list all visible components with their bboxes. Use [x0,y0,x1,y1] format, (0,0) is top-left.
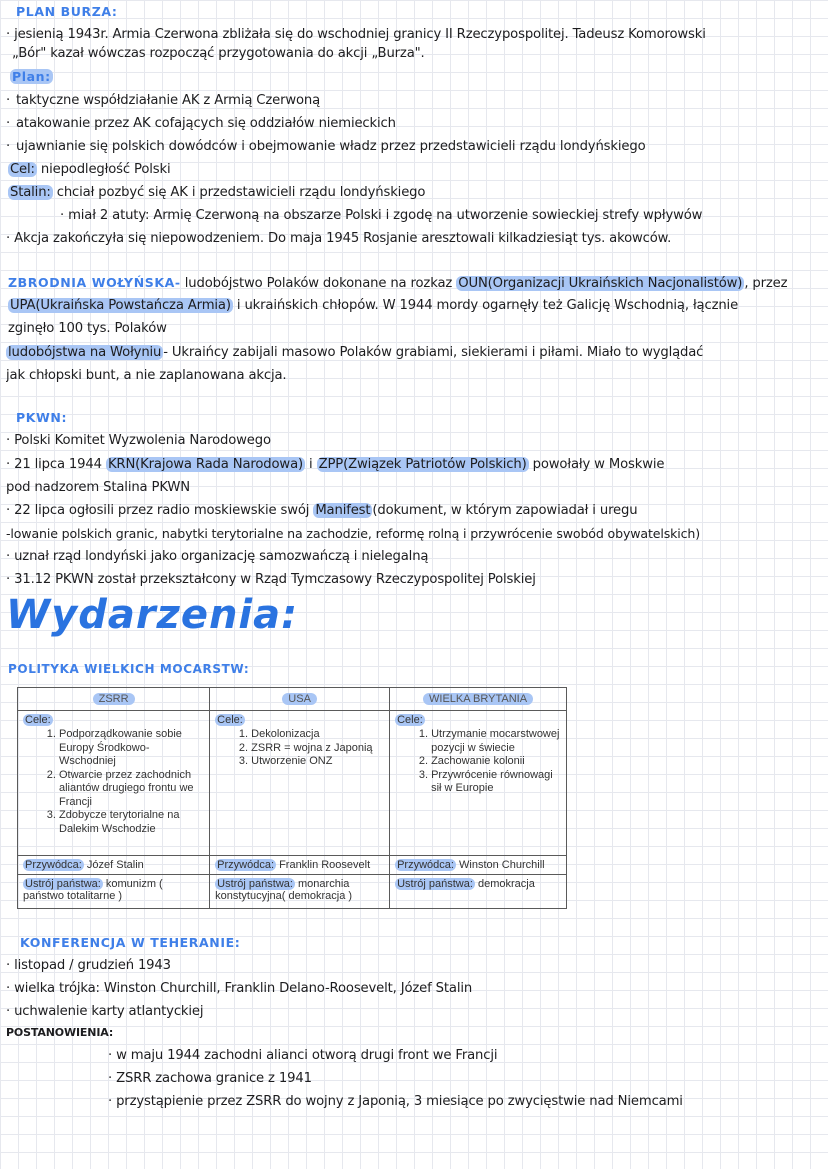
list-item: 2. Zachowanie kolonii [431,755,561,769]
ludobojstwo-row [6,343,824,362]
usa-system-cell: Ustrój państwa: monarchia konstytucyjna( demokracja ) [210,875,390,909]
list-item: 2. Otwarcie przez zachodnich aliantów drugiego frontu we Francji [59,769,204,810]
list-item: 3. Utworzenie ONZ [251,755,384,769]
teheran-item-2: · wielka trójka: Winston Churchill, Franklin Delano-Roosevelt, Józef Stalin [6,981,473,996]
cele-label: Cele: [217,714,243,726]
pkwn-powolaly: powołały w Moskwie [532,457,665,472]
pkwn-row-7: · 31.12 PKWN został przekształcony w Rząd Tymczasowy Rzeczypospolitej Polskiej [6,572,536,587]
plan-item-1: · taktyczne współdziałanie AK z Armią Czerwoną [6,93,321,108]
list-item: 1. Dekolonizacja [251,728,384,742]
cel-text: niepodległość Polski [40,162,171,177]
manifest-highlight: Manifest [315,503,371,518]
atuty-line: · miał 2 atuty: Armię Czerwoną na obszarze Polski i zgodę na utworzenie sowieckiej strefy wpływów [60,208,703,223]
pkwn-row-6: · uznał rząd londyński jako organizację samozwańczą i nielegalną [6,549,429,564]
table-leader-row [18,856,567,875]
zsrr-leader-cell: Przywódca: Józef Stalin [18,856,210,875]
wydarzenia-title: Wydarzenia: [6,592,299,638]
upa-highlight: UPA(Ukraińska Powstańcza Armia) [10,298,231,313]
plan-item-3: · ujawnianie się polskich dowódców i obejmowanie władz przez przedstawicieli rządu londyńskiego [6,139,646,154]
zbrodnia-row-2 [8,296,824,315]
krn-highlight: KRN(Krajowa Rada Narodowa) [107,457,303,472]
zbrodnia-text-3: i ukraińskich chłopów. W 1944 mordy ogarnęły też Galicję Wschodnią, łącznie [236,298,739,313]
teheran-item-1: · listopad / grudzień 1943 [6,958,171,973]
plan-label-row [10,67,824,87]
table-system-row [18,875,567,909]
plan-burza-heading: PLAN BURZA: [16,4,118,19]
cele-label: Cele: [25,714,51,726]
stalin-label: Stalin: [10,185,51,200]
plan-item-2: · atakowanie przez AK cofających się oddziałów niemieckich [6,116,396,131]
list-item: 3. Przywrócenie równowagi sił w Europie [431,769,561,796]
pkwn-and: i [309,457,313,472]
ludobojstwo-label: ludobójstwa na Wołyniu [8,345,162,360]
ludobojstwo-text: - Ukraińcy zabijali masowo Polaków grabiami, siekierami i piłami. Miało to wyglądać [163,345,704,360]
ludobojstwo-row-2: jak chłopski bunt, a nie zaplanowana akcja. [6,368,287,383]
pkwn-manifest-desc: (dokument, w którym zapowiadał i uregu [372,503,638,518]
postanowienie-2: · ZSRR zachowa granice z 1941 [108,1071,312,1086]
list-item: 3. Zdobycze terytorialne na Dalekim Wschodzie [59,809,204,836]
header-usa: USA [210,688,390,711]
table-header-row [18,688,567,711]
polityka-heading: POLITYKA WIELKICH MOCARSTW: [8,662,250,676]
plan-burza-intro-2: „Bór" kazał wówczas rozpocząć przygotowania do akcji „Burza". [12,46,425,61]
uk-goals-cell [390,711,567,856]
pkwn-row-5: -lowanie polskich granic, nabytki terytorialne na zachodzie, reformę rolną i przywrócenie swobód obywatelskich) [6,526,700,541]
usa-leader-cell: Przywódca: Franklin Roosevelt [210,856,390,875]
oun-highlight: OUN(Organizacji Ukraińskich Nacjonalistów) [458,276,743,291]
postanowienia-label: POSTANOWIENIA: [6,1026,114,1039]
zbrodnia-text-2: , przez [744,276,788,291]
stalin-text: chciał pozbyć się AK i przedstawicieli rządu londyńskiego [56,185,426,200]
plan-label: Plan: [12,69,51,84]
list-item: 1. Podporządkowanie sobie Europy Środkowo-Wschodniej [59,728,204,769]
cel-label: Cel: [10,162,35,177]
zbrodnia-heading: ZBRODNIA WOŁYŃSKA- [8,275,181,290]
plan-burza-intro-1: · jesienią 1943r. Armia Czerwona zbliżała się do wschodniej granicy II Rzeczypospolitej. Tadeusz Komorowski [6,27,706,42]
postanowienie-1: · w maju 1944 zachodni alianci otworą drugi front we Francji [108,1048,498,1063]
zpp-highlight: ZPP(Związek Patriotów Polskich) [318,457,527,472]
zbrodnia-row-1 [8,273,824,293]
list-item: 2. ZSRR = wojna z Japonią [251,742,384,756]
cele-label: Cele: [397,714,423,726]
pkwn-radio: · 22 lipca ogłosili przez radio moskiewskie swój [6,503,310,518]
table-goals-row [18,711,567,856]
teheran-item-3: · uchwalenie karty atlantyckiej [6,1004,204,1019]
uk-system-cell: Ustrój państwa: demokracja [390,875,567,909]
mocarstwa-table [17,687,567,909]
teheran-heading: KONFERENCJA W TEHERANIE: [20,935,241,950]
pkwn-date: · 21 lipca 1944 [6,457,102,472]
zbrodnia-text-1: ludobójstwo Polaków dokonane na rozkaz [184,276,453,291]
akcja-line: · Akcja zakończyła się niepowodzeniem. Do maja 1945 Rosjanie aresztowali kilkadziesiąt tys. akowców. [6,231,672,246]
usa-goals-cell [210,711,390,856]
header-uk: WIELKA BRYTANIA [390,688,567,711]
pkwn-full-name: · Polski Komitet Wyzwolenia Narodowego [6,433,271,448]
uk-leader-cell: Przywódca: Winston Churchill [390,856,567,875]
pkwn-row-2 [6,455,824,474]
pkwn-heading: PKWN: [16,410,68,425]
header-zsrr: ZSRR [18,688,210,711]
stalin-row [8,183,824,202]
postanowienie-3: · przystąpienie przez ZSRR do wojny z Japonią, 3 miesiące po zwycięstwie nad Niemcami [108,1094,683,1109]
pkwn-row-4 [6,501,824,520]
list-item: 1. Utrzymanie mocarstwowej pozycji w świecie [431,728,561,755]
zsrr-system-cell: Ustrój państwa: komunizm ( państwo totalitarne ) [18,875,210,909]
pkwn-row-3: pod nadzorem Stalina PKWN [6,480,190,495]
cel-row [8,160,824,179]
zsrr-goals-cell [18,711,210,856]
zbrodnia-row-3: zginęło 100 tys. Polaków [8,321,167,336]
